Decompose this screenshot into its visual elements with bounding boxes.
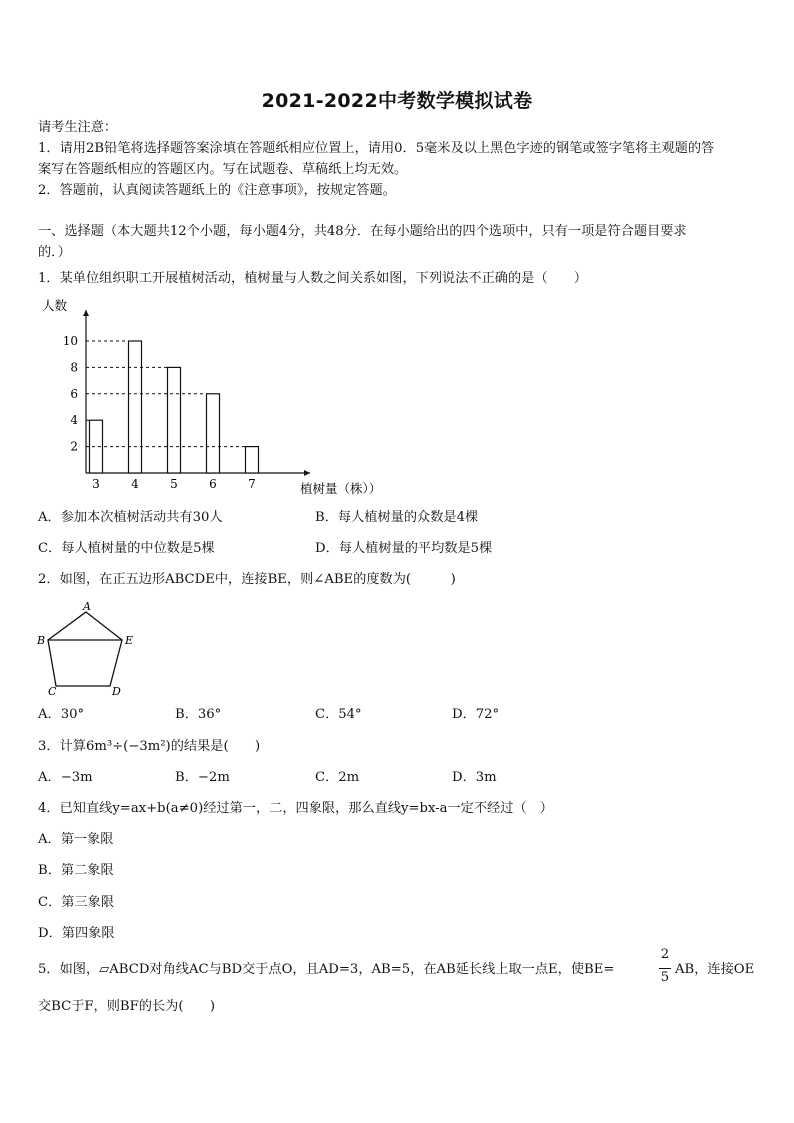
x-tick-label: 5 [170,477,178,491]
q4-option-c: C．第三象限 [38,895,115,910]
y-axis-label: 人数 [42,298,68,313]
q4-option-b: B．第二象限 [38,863,114,878]
q1-option-c: C．每人植树量的中位数是5棵 [38,541,215,556]
page-title: 2021-2022中考数学模拟试卷 [261,90,533,112]
notice-heading: 请考生注意： [38,120,118,135]
q3-option-c: C．2m [315,770,360,785]
q5-fraction-numerator: 2 [660,947,670,962]
q5-stem-a-tail: AB，连接OE [675,962,755,977]
q2-option-b: B．36° [175,707,222,722]
q1-option-d: D．每人植树量的平均数是5棵 [315,541,493,556]
x-tick-label: 4 [131,477,139,491]
q1-stem: 1．某单位组织职工开展植树活动，植树量与人数之间关系如图，下列说法不正确的是（ ） [38,271,588,286]
q2-option-d: D．72° [452,707,500,722]
y-tick-label: 2 [70,439,78,454]
notice-line-2: 2．答题前，认真阅读答题纸上的《注意事项》，按规定答题。 [38,183,396,198]
q4-stem: 4．已知直线y=ax+b(a≠0)经过第一，二，四象限，那么直线y=bx-a一定不经过（ ） [38,801,553,816]
q2-option-c: C．54° [315,707,362,722]
q1-option-a: A．参加本次植树活动共有30人 [38,510,223,525]
y-tick-label: 6 [70,386,78,401]
x-axis-label: 植树量（株）） [300,481,382,496]
q1-bar-chart [38,292,398,502]
q2-option-a: A．30° [38,707,85,722]
vertex-label-d: D [112,685,121,698]
x-tick-label: 7 [248,477,256,491]
q3-option-b: B．−2m [175,770,230,785]
vertex-label-b: B [37,634,46,647]
y-tick-label: 4 [70,413,78,428]
q3-option-a: A．−3m [38,770,93,785]
q4-option-a: A．第一象限 [38,832,114,847]
bar [129,341,142,473]
x-tick-label: 3 [92,477,100,491]
bar [246,447,259,473]
q3-stem: 3．计算6m³÷(−3m²)的结果是( ) [38,739,261,754]
q1-option-b: B．每人植树量的众数是4棵 [315,510,479,525]
vertex-label-c: C [48,685,57,698]
x-axis-arrow [304,470,310,476]
q5-fraction-bar [659,968,671,969]
y-axis-arrow [83,310,89,316]
section-heading-b: 的．） [38,245,71,260]
pentagon-shape [48,612,122,686]
q3-option-d: D．3m [452,770,497,785]
x-tick-label: 6 [209,477,217,491]
q5-fraction-denominator: 5 [660,970,670,985]
q5-stem-a: 5．如图，▱ABCD对角线AC与BD交于点O，且AD=3，AB=5，在AB延长线上取一点E，使BE= [38,962,615,977]
vertex-label-e: E [125,634,134,647]
q2-pentagon-figure [36,598,146,698]
q5-stem-b: 交BC于F，则BF的长为( ) [38,999,215,1014]
notice-line-1b: 案写在答题纸相应的答题区内。写在试题卷、草稿纸上均无效。 [38,162,408,177]
y-tick-label: 8 [70,360,78,375]
bar [168,367,181,473]
notice-line-1a: 1．请用2B铅笔将选择题答案涂填在答题纸相应位置上，请用0．5毫米及以上黑色字迹的钢笔或签字笔将主观题的答 [38,141,715,156]
y-tick-label: 10 [62,334,78,348]
q4-option-d: D．第四象限 [38,926,115,941]
vertex-label-a: A [83,600,91,613]
bar [207,394,220,473]
section-heading-a: 一、选择题（本大题共12个小题，每小题4分，共48分．在每小题给出的四个选项中，只有一项是符合题目要求 [38,224,687,239]
q2-stem: 2．如图，在正五边形ABCDE中，连接BE，则∠ABE的度数为( ) [38,572,456,587]
